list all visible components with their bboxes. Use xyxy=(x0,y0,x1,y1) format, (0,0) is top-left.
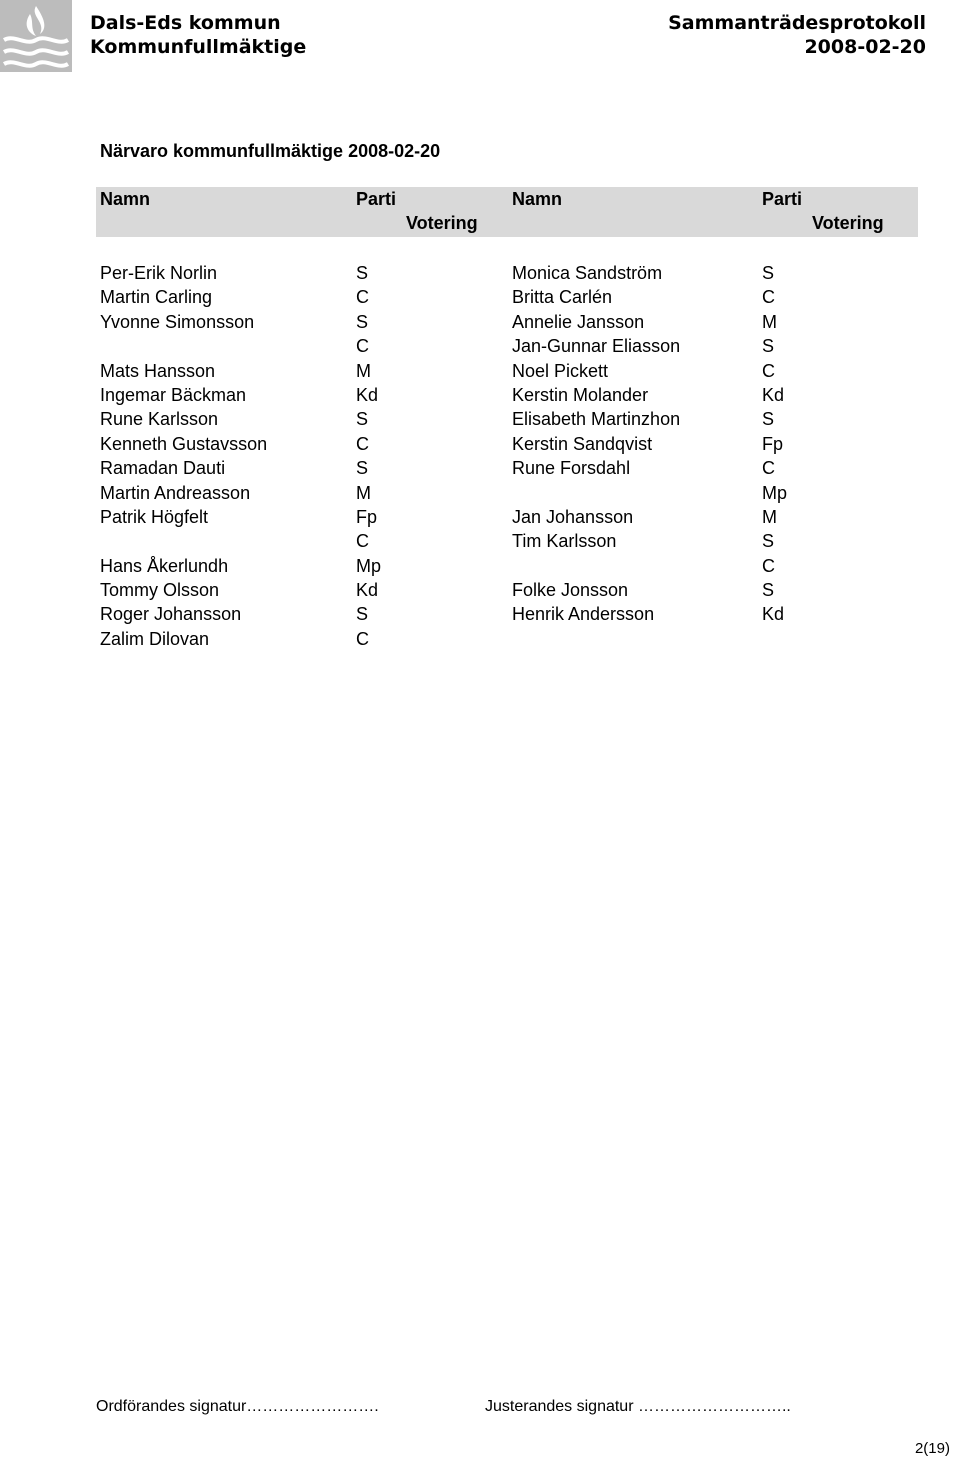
table-row xyxy=(0,432,960,456)
table-row xyxy=(0,359,960,383)
table-row xyxy=(0,285,960,309)
member-name: Tommy Olsson xyxy=(100,580,220,601)
member-party: M xyxy=(356,482,371,503)
table-row xyxy=(0,554,960,578)
table-row xyxy=(0,578,960,602)
adjuster-signature-line: Justerandes signatur ……………………….. xyxy=(485,1398,791,1415)
column-header-vote-1: Votering xyxy=(406,213,478,233)
page-title: Närvaro kommunfullmäktige 2008-02-20 xyxy=(100,141,441,161)
member-party: Fp xyxy=(762,433,784,454)
member-party: Kd xyxy=(762,384,785,405)
member-party: S xyxy=(762,531,775,552)
member-party: S xyxy=(762,336,775,357)
page-number: 2(19) xyxy=(914,1440,950,1457)
member-party: C xyxy=(356,531,369,552)
member-party: S xyxy=(356,458,369,479)
document-type: Sammanträdesprotokoll xyxy=(668,12,926,34)
table-row xyxy=(0,407,960,431)
member-name: Annelie Jansson xyxy=(512,311,645,332)
table-header xyxy=(96,187,918,237)
table-row xyxy=(0,310,960,334)
attendance-table xyxy=(0,261,960,651)
table-row xyxy=(0,602,960,626)
member-name: Martin Andreasson xyxy=(100,482,251,503)
column-header-party-1: Parti xyxy=(356,189,397,209)
meeting-date: 2008-02-20 xyxy=(804,36,926,58)
member-party: C xyxy=(762,458,775,479)
column-header-vote-2: Votering xyxy=(812,213,884,233)
member-party: C xyxy=(356,287,369,308)
member-party: S xyxy=(356,409,369,430)
table-row xyxy=(0,529,960,553)
municipality-name: Dals-Eds kommun xyxy=(90,12,281,34)
member-name: Yvonne Simonsson xyxy=(100,311,255,332)
member-party: S xyxy=(356,311,369,332)
member-party: M xyxy=(762,506,777,527)
member-party: S xyxy=(356,604,369,625)
member-name: Rune Forsdahl xyxy=(512,458,631,479)
member-party: C xyxy=(762,287,775,308)
member-party: C xyxy=(762,360,775,381)
table-row xyxy=(0,334,960,358)
member-party: Fp xyxy=(356,506,378,527)
member-party: C xyxy=(356,336,369,357)
chair-signature-line: Ordförandes signatur……………………. xyxy=(96,1398,379,1415)
table-row xyxy=(0,481,960,505)
member-name: Kerstin Molander xyxy=(512,384,649,405)
member-party: Kd xyxy=(356,580,379,601)
member-party: C xyxy=(356,628,369,649)
member-name: Kerstin Sandqvist xyxy=(512,433,653,454)
header-right xyxy=(668,11,926,59)
member-name: Martin Carling xyxy=(100,287,213,308)
table-row xyxy=(0,627,960,651)
member-name: Tim Karlsson xyxy=(512,531,617,552)
member-name: Kenneth Gustavsson xyxy=(100,433,268,454)
member-name: Monica Sandström xyxy=(512,263,663,283)
member-name: Elisabeth Martinzhon xyxy=(512,409,681,430)
member-name: Folke Jonsson xyxy=(512,580,629,601)
member-party: S xyxy=(762,409,775,430)
column-header-party-2: Parti xyxy=(762,189,803,209)
member-name: Roger Johansson xyxy=(100,604,242,625)
member-name: Zalim Dilovan xyxy=(100,628,210,649)
member-party: Mp xyxy=(356,555,382,576)
table-row xyxy=(0,456,960,480)
member-name: Ramadan Dauti xyxy=(100,458,226,479)
municipal-crest-icon xyxy=(0,0,72,72)
member-name: Rune Karlsson xyxy=(100,409,219,430)
member-name: Per-Erik Norlin xyxy=(100,263,218,283)
column-header-name-1: Namn xyxy=(100,189,151,209)
member-name: Noel Pickett xyxy=(512,360,609,381)
member-name: Ingemar Bäckman xyxy=(100,384,247,405)
table-row xyxy=(0,383,960,407)
member-party: C xyxy=(762,555,775,576)
council-name: Kommunfullmäktige xyxy=(90,36,307,58)
member-party: M xyxy=(356,360,371,381)
member-party: S xyxy=(762,263,775,283)
member-party: M xyxy=(762,311,777,332)
member-party: Kd xyxy=(762,604,785,625)
member-name: Hans Åkerlundh xyxy=(100,555,229,576)
column-header-name-2: Namn xyxy=(512,189,563,209)
member-name: Jan-Gunnar Eliasson xyxy=(512,336,681,357)
member-party: C xyxy=(356,433,369,454)
member-party: Kd xyxy=(356,384,379,405)
member-name: Patrik Högfelt xyxy=(100,506,209,527)
member-party: S xyxy=(356,263,369,283)
member-name: Mats Hansson xyxy=(100,360,216,381)
table-row xyxy=(0,261,960,285)
member-party: Mp xyxy=(762,482,788,503)
header-left xyxy=(90,11,306,59)
table-row xyxy=(0,505,960,529)
member-name: Henrik Andersson xyxy=(512,604,655,625)
member-party: S xyxy=(762,580,775,601)
member-name: Britta Carlén xyxy=(512,287,613,308)
member-name: Jan Johansson xyxy=(512,506,634,527)
